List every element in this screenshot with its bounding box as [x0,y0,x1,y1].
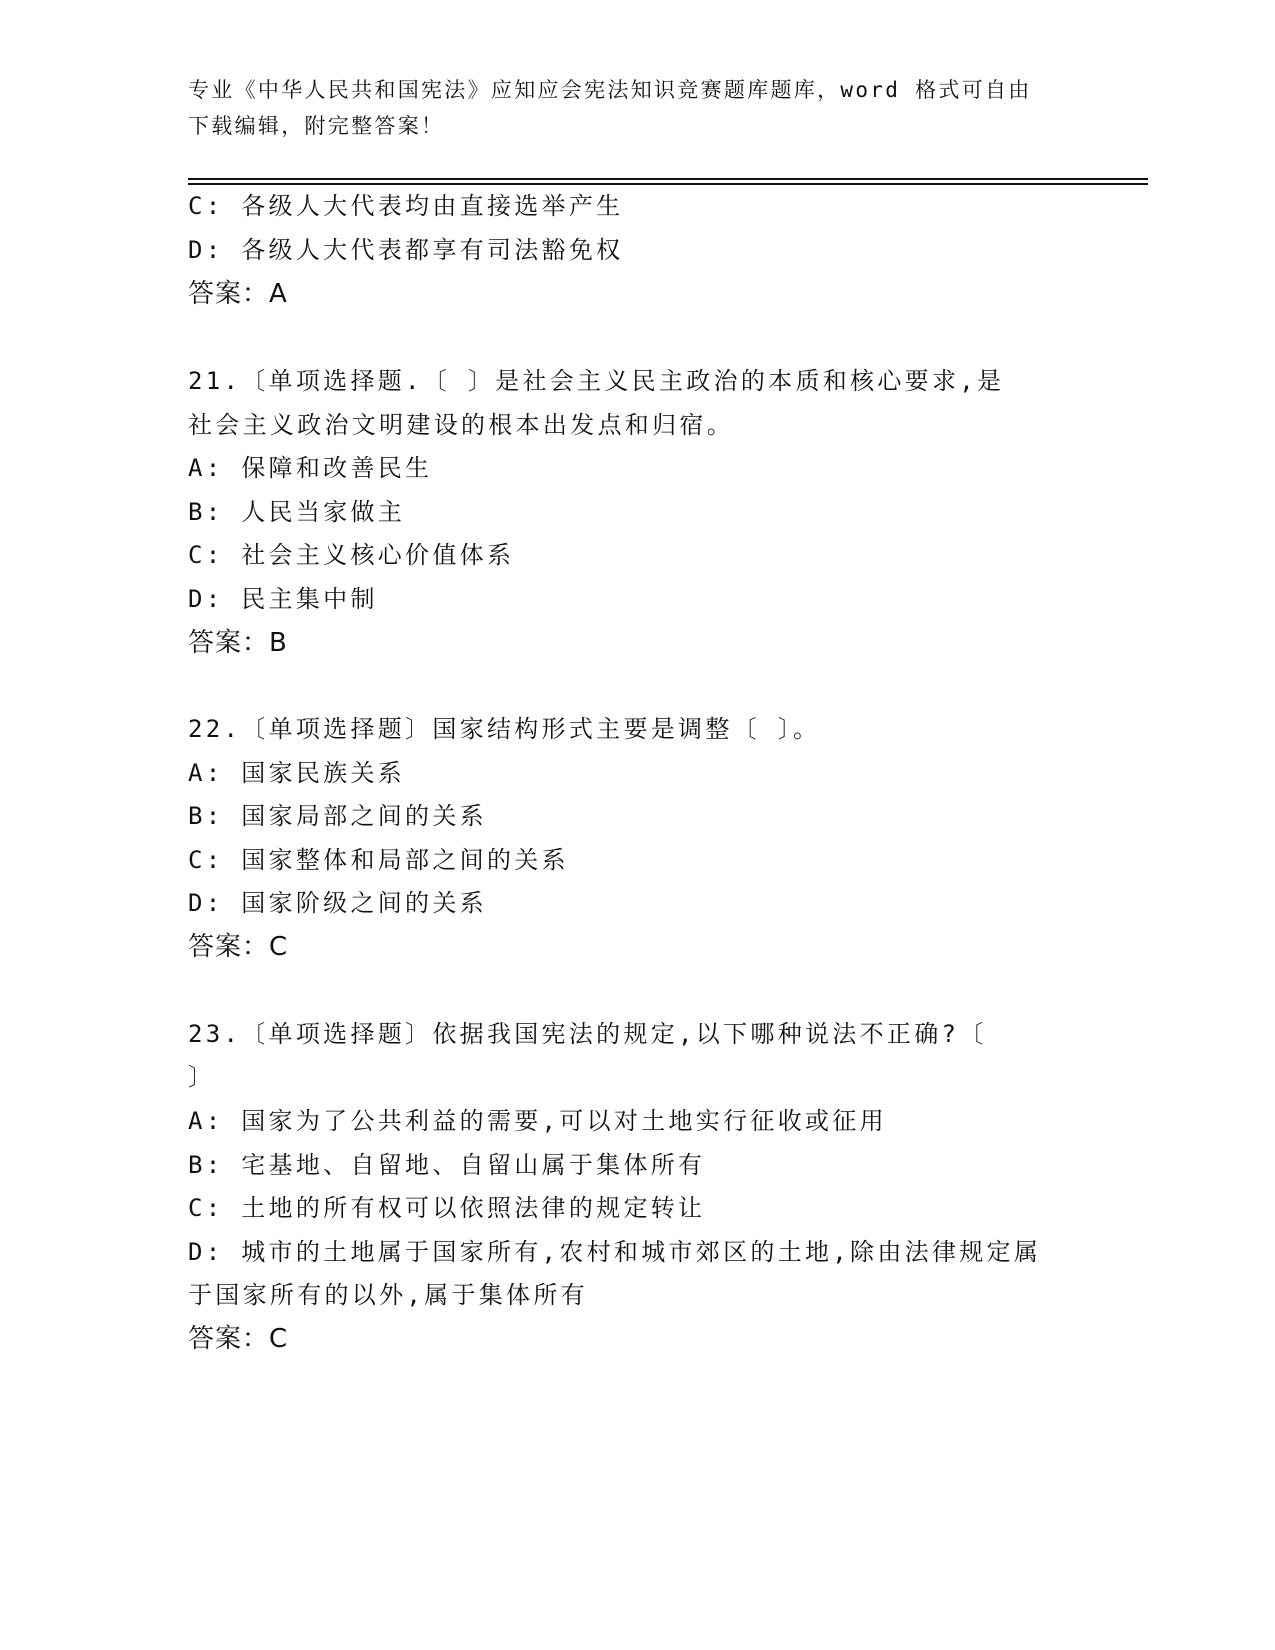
q23-option-c: C: 土地的所有权可以依照法律的规定转让 [188,1194,706,1222]
q21-option-a: A: 保障和改善民生 [188,454,433,482]
header-line-1: 专业《中华人民共和国宪法》应知应会宪法知识竞赛题库题库，word 格式可自由 [188,78,1032,102]
q21-answer: 答案：B [188,628,288,658]
header-line-2: 下载编辑，附完整答案！ [188,114,445,138]
q22-answer: 答案：C [188,932,289,962]
q22-option-a: A: 国家民族关系 [188,759,406,787]
q20-answer: 答案：A [188,279,288,309]
q22-option-b: B: 国家局部之间的关系 [188,802,487,830]
q23-option-d-line-1: D: 城市的土地属于国家所有,农村和城市郊区的土地,除由法律规定属 [188,1238,1042,1266]
q21-stem-line-2: 社会主义政治文明建设的根本出发点和归宿。 [188,411,734,439]
q23-stem-line-2: 〕 [188,1063,216,1091]
header-divider-bottom [188,183,1148,185]
header-divider-top [188,178,1148,180]
q23-option-b: B: 宅基地、自留地、自留山属于集体所有 [188,1151,706,1179]
q22-option-c: C: 国家整体和局部之间的关系 [188,846,569,874]
q23-option-d-line-2: 于国家所有的以外,属于集体所有 [188,1281,588,1309]
q22-stem-line-1: 22.〔单项选择题〕国家结构形式主要是调整〔 〕。 [188,715,821,743]
document-header [188,72,1088,144]
q22-option-d: D: 国家阶级之间的关系 [188,889,487,917]
q20-option-c: C: 各级人大代表均由直接选举产生 [188,192,624,220]
q21-option-c: C: 社会主义核心价值体系 [188,541,515,569]
q21-stem-line-1: 21.〔单项选择题.〔 〕是社会主义民主政治的本质和核心要求,是 [188,367,1005,395]
q23-answer: 答案：C [188,1324,289,1354]
q23-stem-line-1: 23.〔单项选择题〕依据我国宪法的规定,以下哪种说法不正确?〔 [188,1020,987,1048]
q20-option-d: D: 各级人大代表都享有司法豁免权 [188,236,624,264]
q21-option-b: B: 人民当家做主 [188,498,406,526]
q21-option-d: D: 民主集中制 [188,585,378,613]
q23-option-a: A: 国家为了公共利益的需要,可以对土地实行征收或征用 [188,1107,887,1135]
